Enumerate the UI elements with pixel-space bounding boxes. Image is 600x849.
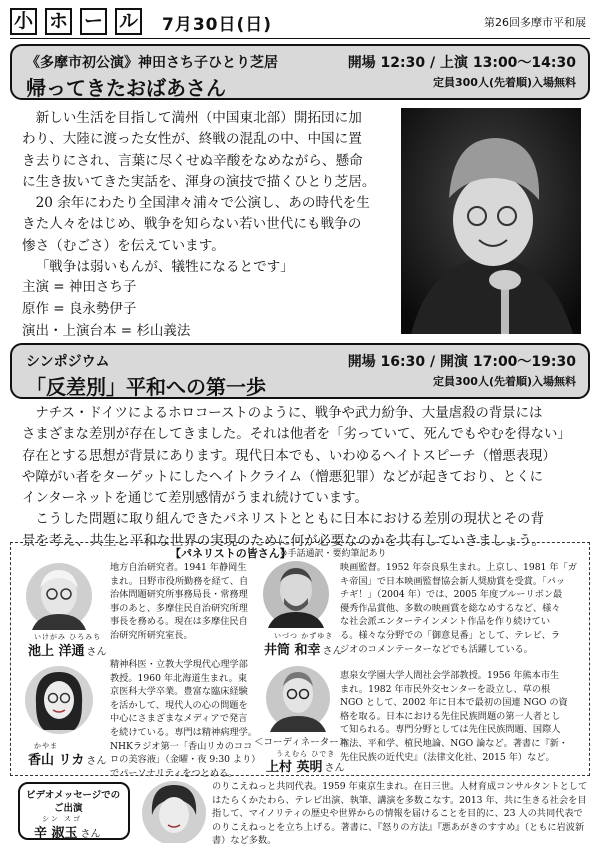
hall-char: ー [80,8,107,35]
name-text: 池上 洋通 [28,644,85,659]
bio-line: 京医科大学卒業。豊富な臨床経験 [110,686,248,698]
panelist-bio [340,669,586,764]
bio-line: キ帝国」で日本映画監督協会新人奨励賞を受賞。「パッ [340,575,566,587]
symposium-time: 開場 16:30 / 開演 17:00〜19:30 [347,354,576,370]
bio-line: ジオのコメンテーターなどでも活躍している。 [340,643,533,655]
text-line: 惨さ（むごさ）を伝えています。 [22,237,225,254]
text-line: 新しい生活を目指して満州（中国東北部）開拓団に加 [35,110,362,126]
hall-char: ル [115,8,142,35]
bio-line: な社会派エンターテインメント作品を作り続けてい [340,616,551,628]
bio-line: 格を取る。日本における先住民族問題の第一人者とし [340,710,561,722]
panelist-ruby: いづつ かずゆき [274,632,334,640]
video-name [34,822,101,841]
text-line: こうした問題に取り組んできたパネリストとともに日本における差別の現状とその背 [35,512,544,528]
bio-line: まれ。日野市役所勤務を経て、自 [110,575,249,587]
bio-line: 恵泉女学園大学人間社会学部教授。1956 年熊本市生 [340,670,560,681]
credit-line: 主演 = 神田さち子 [22,279,137,295]
bio-line: て知られる。専門分野としては先住民族問題、国際人 [340,724,561,736]
performance-kicker: 《多摩市初公演》神田さち子ひとり芝居 [26,55,278,71]
bio-line: でパーソナリティをつとめる。 [110,767,238,779]
bio-line: のりこえねっとを立ち上げる。著書に、『怒りの方法』『悪あがきのすすめ』（ともに岩波新 [212,821,585,833]
performance-time: 開場 12:30 / 上演 13:00〜14:30 [347,55,576,71]
symposium-title: 「反差別」平和への第一歩 [26,375,266,399]
performance-credits [22,276,190,342]
interpretation-note: ※手話通訳・要約筆記あり [280,549,387,559]
symposium-capacity: 定員300人(先着順)入場無料 [432,375,576,388]
symposium-description [22,403,590,552]
bio-line: チギ！」（2004 年）では、2005 年度ブルーリボン最 [340,589,563,601]
panelist-ruby: うえむら ひでき [276,750,336,758]
panelist-photo [262,560,330,628]
video-message-box [18,782,130,840]
text-line: きた人々をはじめ、戦争を知らない若い世代にも戦争の [22,216,362,233]
bio-line: 優秀作品賞他、多数の映画賞を総なめするなど、様々 [340,602,561,614]
bio-line: 中心にさまざまなメディアで発言 [110,713,248,725]
name-text: 井筒 和幸 [264,643,321,658]
bio-line: 事のあと、多摩住民自治研究所理 [110,602,248,614]
panelist-bio [110,561,270,643]
performance-banner [10,44,590,100]
bio-line: 治体問題研究所事務局長・常務理 [110,589,248,601]
text-line: インターネットを通じて差別感情がうまれ続けています。 [22,491,368,507]
header-rule [10,38,590,39]
performance-title: 帰ってきたおばあさん [26,76,226,100]
panelists-heading: 【パネリストの皆さん】 [170,547,291,560]
event-series-title: 第26回多摩市平和展 [484,16,586,29]
bio-line: 地方自治研究者。1941 年静岡生 [110,562,247,573]
text-line: 存在とする思想が背景にあります。現代日本でも、いわゆるヘイトスピーチ（憎悪表現） [22,448,556,464]
credit-line: 原作 = 良永勢伊子 [22,301,137,317]
text-line: 20 余年にわたり全国津々浦々で公演し、あの時代を生 [35,195,370,212]
bio-line: 書）など多数。 [212,835,277,847]
panelist-name [28,749,106,768]
bio-line: 精神科医・立教大学現代心理学部 [110,659,248,670]
panelist-bio [340,561,586,656]
bio-line: まれ。1982 年市民外交センターを設立し、草の根 [340,683,551,695]
bio-line: ロの美容液」（金曜・夜 9:30 より） [110,754,261,766]
coordinator-role: ＜コーディネーター＞ [254,737,349,748]
bio-line: を続けている。専門は精神病理学。 [110,726,257,738]
bio-line: 映画監督。1952 年奈良県生まれ。上京し、1981 年「ガ [340,562,577,573]
panelist-name [264,639,343,658]
bio-line: を活かして、現代人の心の問題を [110,699,248,711]
bio-line: はたらくかたわら、テレビ出演、執筆、講演を多数こなす。2013 年、共に生きる社会を目 [212,794,587,806]
bio-line: のりこえねっと共同代表。1959 年東京生まれ。在日三世。人材育成コンサルタントとして [212,781,588,792]
video-label-line1: ビデオメッセージでの [26,790,121,801]
performance-capacity: 定員300人(先着順)入場無料 [432,76,576,89]
panelist-photo [266,664,330,732]
panelist-name [28,640,107,659]
guest-bio [212,780,592,848]
panelist-photo [24,664,94,736]
video-ruby: シン スゴ [42,815,83,823]
text-line: さまざまな差別が存在してきました。それは他者を「劣っていて、死んでもやむを得ない」 [22,427,571,443]
honorific: さん [322,646,343,657]
panelist-photo [24,562,94,630]
honorific: さん [86,647,107,658]
text-line: き去りにされ、言葉に尽くせぬ辛酸をなめながら、懸命 [22,152,363,169]
panelist-ruby: かやま [34,742,58,750]
name-text: 辛 淑玉 [34,826,78,841]
bio-line: る。様々な分野での「御意見番」として、テレビ、ラ [340,629,561,641]
honorific: さん [86,756,107,767]
hall-char: 小 [10,8,37,35]
bio-line: 治研究所研究室長。 [110,629,193,641]
text-line: ナチス・ドイツによるホロコーストのように、戦争や武力紛争、大量虐殺の背景には [35,406,543,421]
bio-line: 先住民族の近代史』（法律文化社、2015 年）など。 [340,751,555,763]
symposium-kicker: シンポジウム [26,354,110,370]
symposium-banner [10,343,590,399]
panelist-bio [110,658,270,780]
performer-photo [401,108,581,334]
video-label-line2: ご出演 [54,803,83,814]
hall-char: ホ [45,8,72,35]
text-line: 「戦争は弱いもんが、犠牲になるとです」 [35,259,294,276]
credit-line: 演出・上演台本 = 杉山義法 [22,323,191,339]
bio-line: NHKラジオ第一「香山リカのココ [110,740,253,752]
honorific: さん [324,763,345,774]
name-text: 上村 英明 [266,760,323,775]
guest-photo [140,779,208,843]
bio-line: 権法、平和学、植民地論、NGO 論など。著書に『新・ [340,737,568,749]
panelist-ruby: いけがみ ひろみち [34,633,102,641]
performance-description [22,108,398,278]
event-date: 7月30日(日) [162,15,273,35]
text-line: わり、大陸に渡った女性が、終戦の混乱の中、中国に置 [22,131,362,148]
name-text: 香山 リカ [28,753,85,768]
bio-line: 事長を務める。現在は多摩住民自 [110,616,248,628]
text-line: や障がい者をターゲットにしたヘイトクライム（憎悪犯罪）などが起きており、とくに [22,469,544,485]
honorific: さん [80,829,101,840]
panelist-name [266,756,345,775]
bio-line: 教授。1960 年北海道生まれ。東 [110,672,248,684]
bio-line: 指して、マイノリティの歴史や世界からの情報を届けることを目的に、23 人の共同代表で [212,808,583,820]
text-line: に生き抜いてきた実話を、渾身の演技で描くひとり芝居。 [22,173,376,190]
bio-line: NGO として、2002 年に日本で最初の国連 NGO の資 [340,697,568,709]
text-line: 景を考え、共生と平和な世界の実現のために何が必要なのかを共有していきましょう。 [22,533,546,549]
